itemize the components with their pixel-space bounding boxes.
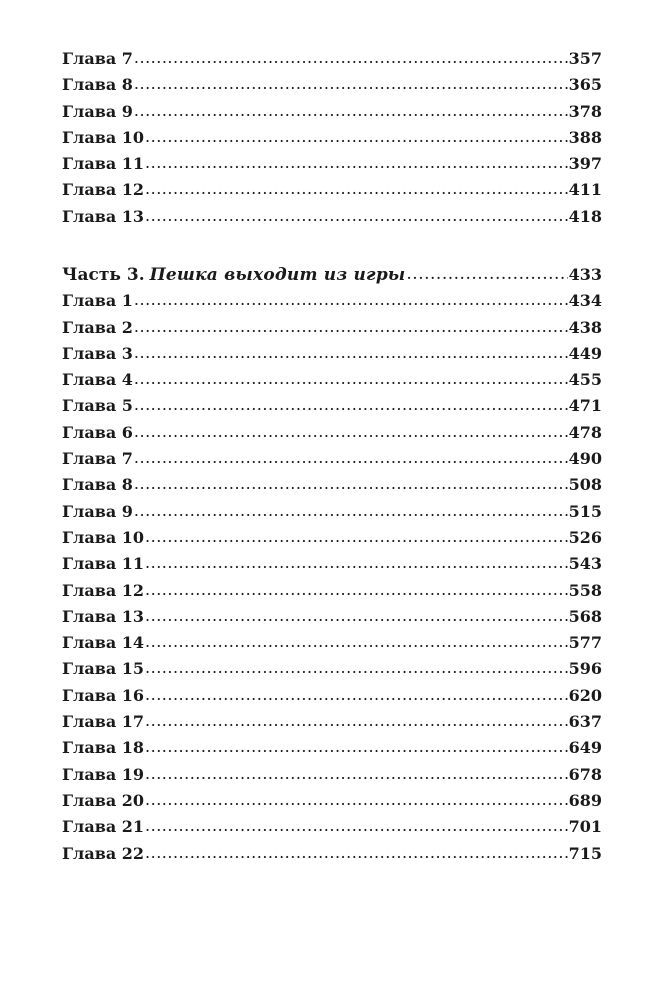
toc-entry[interactable] [62, 762, 602, 788]
toc-entry[interactable] [62, 551, 602, 577]
toc-entry[interactable] [62, 735, 602, 761]
toc-entry[interactable] [62, 788, 602, 814]
chapter-label: Глава 9 [62, 501, 133, 521]
chapter-label: Глава 3 [62, 343, 133, 363]
chapter-label: Глава 19 [62, 764, 145, 784]
page-number: 397 [568, 154, 602, 174]
page-number: 455 [568, 370, 602, 390]
page-number: 568 [568, 606, 602, 626]
leader-dots [134, 445, 568, 471]
toc-entry[interactable] [62, 814, 602, 840]
toc-entry[interactable] [62, 446, 602, 472]
toc-entry[interactable] [62, 341, 602, 367]
toc-entry[interactable] [62, 72, 602, 98]
chapter-label: Глава 7 [62, 49, 133, 68]
toc-entry[interactable] [62, 46, 602, 72]
leader-dots [145, 734, 568, 760]
page-number: 434 [568, 291, 602, 311]
leader-dots [145, 577, 568, 603]
chapter-label: Глава 8 [62, 75, 133, 95]
page-number: 701 [568, 817, 602, 837]
page-number: 596 [568, 659, 602, 679]
toc-entry[interactable] [62, 288, 602, 314]
chapter-label: Глава 18 [62, 738, 145, 758]
leader-dots [145, 708, 568, 734]
page-number: 365 [568, 75, 602, 95]
page-number: 620 [568, 685, 602, 705]
toc-entry[interactable] [62, 472, 602, 498]
toc-entry[interactable] [62, 315, 602, 341]
chapter-label: Глава 2 [62, 317, 133, 337]
toc-entry[interactable] [62, 420, 602, 446]
chapter-label: Глава 15 [62, 659, 145, 679]
leader-dots [134, 498, 568, 524]
leader-dots [134, 471, 568, 497]
page-number: 471 [568, 396, 602, 416]
leader-dots [145, 629, 568, 655]
part-number: Часть 3. [62, 265, 145, 285]
chapter-label: Глава 11 [62, 554, 145, 574]
leader-dots [145, 682, 568, 708]
leader-dots [145, 655, 568, 681]
chapter-label: Глава 7 [62, 449, 133, 469]
chapter-label: Глава 13 [62, 606, 145, 626]
page-number: 515 [568, 501, 602, 521]
toc-previous-part-chapters [62, 46, 602, 230]
leader-dots [145, 150, 568, 176]
toc-entry[interactable] [62, 499, 602, 525]
chapter-label: Глава 22 [62, 843, 145, 863]
leader-dots [145, 840, 568, 866]
leader-dots [134, 98, 568, 124]
chapter-label: Глава 14 [62, 633, 145, 653]
toc-entry[interactable] [62, 393, 602, 419]
toc-entry[interactable] [62, 525, 602, 551]
chapter-label: Глава 12 [62, 580, 145, 600]
page-number: 508 [568, 475, 602, 495]
leader-dots [145, 603, 568, 629]
part-heading[interactable] [62, 262, 602, 288]
chapter-label: Глава 10 [62, 127, 145, 147]
page-number: 378 [568, 101, 602, 121]
chapter-label: Глава 5 [62, 396, 133, 416]
page-number: 678 [568, 764, 602, 784]
leader-dots [145, 524, 568, 550]
toc-entry[interactable] [62, 683, 602, 709]
leader-dots [134, 71, 568, 97]
toc-entry[interactable] [62, 578, 602, 604]
chapter-label: Глава 9 [62, 101, 133, 121]
chapter-label: Глава 11 [62, 154, 145, 174]
toc-entry[interactable] [62, 99, 602, 125]
chapter-label: Глава 12 [62, 180, 145, 200]
toc-entry[interactable] [62, 604, 602, 630]
toc-entry[interactable] [62, 125, 602, 151]
chapter-label: Глава 13 [62, 206, 145, 226]
toc-entry[interactable] [62, 177, 602, 203]
page-number: 526 [568, 527, 602, 547]
page-number: 715 [568, 843, 602, 863]
leader-dots [145, 203, 568, 229]
leader-dots [134, 419, 568, 445]
chapter-label: Глава 21 [62, 817, 145, 837]
page-number: 449 [568, 343, 602, 363]
page-number: 357 [568, 49, 602, 68]
leader-dots [134, 287, 568, 313]
page-number: 543 [568, 554, 602, 574]
page-number: 411 [568, 180, 602, 200]
toc-entry[interactable] [62, 367, 602, 393]
toc-entry[interactable] [62, 204, 602, 230]
leader-dots [145, 550, 568, 576]
leader-dots [145, 124, 568, 150]
chapter-label: Глава 16 [62, 685, 145, 705]
chapter-label: Глава 6 [62, 422, 133, 442]
page-number: 649 [568, 738, 602, 758]
leader-dots [145, 787, 568, 813]
page-number: 490 [568, 449, 602, 469]
leader-dots [145, 813, 568, 839]
toc-entry[interactable] [62, 630, 602, 656]
leader-dots [134, 366, 568, 392]
page-number: 433 [568, 265, 602, 284]
page-number: 388 [568, 127, 602, 147]
toc-entry[interactable] [62, 709, 602, 735]
chapter-label: Глава 8 [62, 475, 133, 495]
leader-dots [134, 314, 568, 340]
chapter-label: Глава 10 [62, 527, 145, 547]
toc-entry[interactable] [62, 151, 602, 177]
leader-dots [134, 45, 568, 71]
chapter-label: Глава 17 [62, 712, 145, 732]
toc-entry[interactable] [62, 656, 602, 682]
chapter-label: Глава 20 [62, 790, 145, 810]
page-number: 438 [568, 317, 602, 337]
chapter-label: Глава 1 [62, 291, 133, 311]
toc-entry[interactable] [62, 841, 602, 867]
page-number: 478 [568, 422, 602, 442]
page-number: 637 [568, 712, 602, 732]
leader-dots [145, 176, 568, 202]
page-number: 689 [568, 790, 602, 810]
part-title: Пешка выходит из игры [149, 265, 406, 285]
leader-dots [145, 761, 568, 787]
page-number: 558 [568, 580, 602, 600]
leader-dots [134, 340, 568, 366]
page-number: 418 [568, 206, 602, 226]
toc-part-3 [62, 262, 602, 867]
leader-dots [134, 392, 568, 418]
leader-dots [406, 261, 567, 287]
chapter-label: Глава 4 [62, 370, 133, 390]
page-number: 577 [568, 633, 602, 653]
